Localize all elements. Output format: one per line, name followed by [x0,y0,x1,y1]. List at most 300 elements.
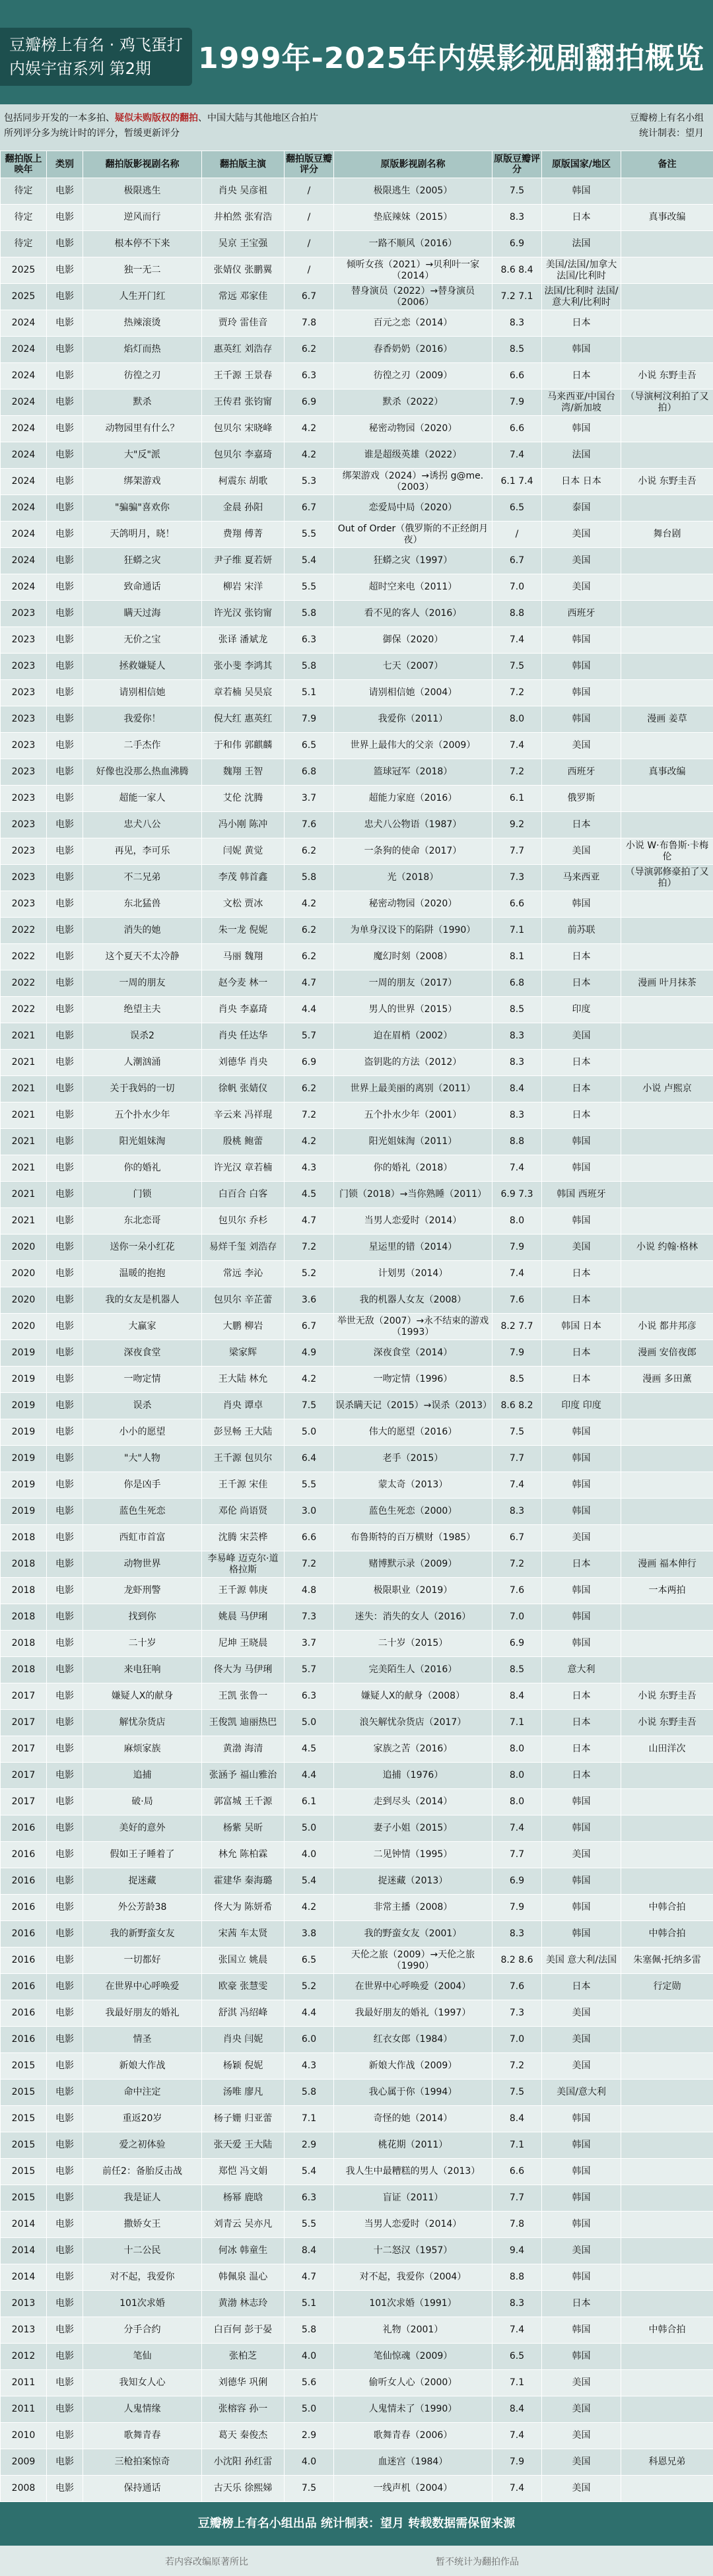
cell-country: 韩国 [542,1921,621,1948]
table-row [1,1683,713,1710]
cell-remake-score: 3.7 [285,786,334,812]
cell-original-title: 谁是超级英雄（2022） [334,442,492,469]
cell-remake-title: 101次求婚 [83,2291,202,2317]
col-remake-score: 翻拍版豆瓣评分 [285,151,334,178]
cell-original-score: 8.5 [492,337,542,363]
cell-remake-score: 7.8 [285,310,334,337]
cell-notes: 小说 东野圭吾 [621,469,713,495]
col-remake-title: 翻拍版影视剧名称 [83,151,202,178]
cell-cast: 殷桃 鲍蕾 [202,1129,285,1155]
cell-remake-score: 3.7 [285,1631,334,1657]
cell-remake-title: 一吻定情 [83,1367,202,1393]
cell-year: 2024 [1,442,47,469]
cell-original-score: 6.7 [492,1525,542,1551]
cell-remake-title: 阳光姐妹淘 [83,1129,202,1155]
cell-cast: 费翔 傅菁 [202,522,285,548]
cell-remake-title: 西虹市首富 [83,1525,202,1551]
cell-remake-title: 默杀 [83,390,202,416]
cell-country: 韩国 [542,2264,621,2291]
cell-notes [621,2053,713,2080]
cell-year: 2023 [1,891,47,918]
cell-original-score: 7.2 [492,2053,542,2080]
table-row [1,2264,713,2291]
cell-notes: 科恩兄弟 [621,2449,713,2476]
cell-year: 2018 [1,1657,47,1683]
cell-notes [621,2080,713,2106]
cell-type: 电影 [47,997,83,1023]
cell-remake-title: 这个夏天不太冷静 [83,944,202,970]
cell-remake-title: 门锁 [83,1182,202,1208]
cell-remake-score: 2.9 [285,2423,334,2449]
cell-year: 2009 [1,2449,47,2476]
cell-year: 2021 [1,1076,47,1102]
cell-country: 日本 [542,1710,621,1736]
cell-type: 电影 [47,442,83,469]
cell-type: 电影 [47,1921,83,1948]
cell-original-title: 默杀（2022） [334,390,492,416]
cell-notes [621,1763,713,1789]
cell-remake-score: 7.2 [285,1551,334,1578]
footer-banner: 豆瓣榜上有名小组出品 统计制表：望月 转载数据需保留来源 [0,2502,713,2546]
cell-original-score: 7.4 [492,1261,542,1287]
cell-notes [621,1499,713,1525]
cell-original-score: 9.2 [492,812,542,838]
cell-notes [621,680,713,706]
cell-year: 2015 [1,2185,47,2212]
cell-remake-title: 我的新野蛮女友 [83,1921,202,1948]
cell-cast: 包贝尔 宋晓峰 [202,416,285,442]
cell-country: 韩国 [542,706,621,733]
cell-original-title: 礼物（2001） [334,2317,492,2344]
cell-cast: 姚晨 马伊琍 [202,1604,285,1631]
cell-country: 韩国 西班牙 [542,1182,621,1208]
cell-cast: 白百何 彭于晏 [202,2317,285,2344]
cell-original-score: 7.1 [492,1710,542,1736]
table-row [1,2000,713,2027]
cell-original-score: 7.7 [492,1842,542,1868]
table-row [1,1578,713,1604]
cell-year: 2023 [1,865,47,891]
cell-original-title: 秘密动物园（2020） [334,891,492,918]
col-cast: 翻拍版主演 [202,151,285,178]
cell-cast: 林允 陈柏霖 [202,1842,285,1868]
cell-original-score: 6.6 [492,891,542,918]
cell-original-title: 红衣女郎（1984） [334,2027,492,2053]
cell-original-score: 6.5 [492,2344,542,2370]
table-row [1,574,713,601]
cell-original-title: 当男人恋爱时（2014） [334,2212,492,2238]
table-row [1,178,713,205]
cell-country: 韩国 [542,416,621,442]
cell-type: 电影 [47,1948,83,1974]
cell-original-score: 7.4 [492,442,542,469]
cell-original-title: 二见钟情（1995） [334,1842,492,1868]
cell-original-title: 非常主播（2008） [334,1895,492,1921]
table-row [1,2344,713,2370]
cell-cast: 何冰 韩童生 [202,2238,285,2264]
cell-original-title: 老手（2015） [334,1446,492,1472]
table-row [1,1974,713,2000]
cell-type: 电影 [47,2264,83,2291]
cell-remake-score: 4.7 [285,970,334,997]
cell-original-title: 误杀瞒天记（2015）→误杀（2013） [334,1393,492,1419]
cell-original-title: 血迷宫（1984） [334,2449,492,2476]
cell-remake-title: 解忧杂货店 [83,1710,202,1736]
cell-notes [621,1815,713,1842]
cell-original-title: 篮球冠军（2018） [334,759,492,786]
cell-notes [621,918,713,944]
cell-original-title: 完美陌生人（2016） [334,1657,492,1683]
cell-notes [621,601,713,627]
cell-original-score: 7.7 [492,1446,542,1472]
table-row [1,2370,713,2396]
cell-type: 电影 [47,733,83,759]
cell-year: 2019 [1,1367,47,1393]
cell-remake-title: 误杀2 [83,1023,202,1050]
scope-note [4,111,506,141]
cell-original-title: 光（2018） [334,865,492,891]
cell-year: 2019 [1,1499,47,1525]
cell-original-title: 你的婚礼（2018） [334,1155,492,1182]
cell-remake-title: 十二公民 [83,2238,202,2264]
cell-remake-title: "大"人物 [83,1446,202,1472]
cell-year: 2016 [1,1868,47,1895]
cell-original-score: 8.0 [492,1763,542,1789]
cell-cast: 佟大为 陈妍希 [202,1895,285,1921]
cell-cast: 张涵予 福山雅治 [202,1763,285,1789]
cell-country: 韩国 [542,178,621,205]
cell-remake-score: 5.4 [285,2159,334,2185]
cell-type: 电影 [47,865,83,891]
cell-remake-title: 大赢家 [83,1314,202,1340]
cell-original-score: 8.5 [492,997,542,1023]
cell-remake-score: 6.3 [285,627,334,654]
cell-country: 美国 [542,2000,621,2027]
cell-remake-score: 7.5 [285,2476,334,2502]
cell-original-score: 7.0 [492,1604,542,1631]
bottom-right-text: 暂不统计为翻拍作品 [436,2557,519,2567]
cell-country: 印度 印度 [542,1393,621,1419]
cell-year: 2024 [1,363,47,390]
cell-remake-score: 2.9 [285,2132,334,2159]
cell-type: 电影 [47,1683,83,1710]
cell-country: 韩国 [542,2344,621,2370]
cell-type: 电影 [47,1842,83,1868]
cell-original-title: 捉迷藏（2013） [334,1868,492,1895]
cell-type: 电影 [47,1261,83,1287]
cell-notes [621,284,713,310]
cell-notes [621,416,713,442]
stat-line-1: 豆瓣榜上有名小组 [630,113,704,123]
cell-original-title: 一周的朋友（2017） [334,970,492,997]
cell-original-score: 7.3 [492,2000,542,2027]
cell-type: 电影 [47,1631,83,1657]
col-year: 翻拍版上映年 [1,151,47,178]
bottom-left-text: 若内容改编原著所比 [165,2557,248,2567]
cell-original-title: 春香奶奶（2016） [334,337,492,363]
cell-type: 电影 [47,759,83,786]
cell-type: 电影 [47,1446,83,1472]
cell-original-score: 7.4 [492,1815,542,1842]
table-row [1,1921,713,1948]
cell-cast: 汤唯 廖凡 [202,2080,285,2106]
cell-original-title: 极限逃生（2005） [334,178,492,205]
cell-cast: 王俊凯 迪丽热巴 [202,1710,285,1736]
cell-remake-score: 4.7 [285,2264,334,2291]
cell-remake-title: 好像也没那么热血沸腾 [83,759,202,786]
cell-remake-score: 6.3 [285,363,334,390]
cell-country: 法国 [542,231,621,257]
cell-year: 2014 [1,2238,47,2264]
cell-remake-score: 4.4 [285,2000,334,2027]
cell-type: 电影 [47,495,83,522]
cell-original-score: 7.9 [492,1235,542,1261]
cell-notes [621,548,713,574]
cell-type: 电影 [47,1815,83,1842]
cell-year: 2021 [1,1023,47,1050]
cell-notes [621,574,713,601]
cell-remake-title: 捉迷藏 [83,1868,202,1895]
cell-year: 2010 [1,2423,47,2449]
cell-type: 电影 [47,1155,83,1182]
table-row [1,865,713,891]
cell-notes: 小说 卢熙京 [621,1076,713,1102]
cell-remake-score: 5.0 [285,2396,334,2423]
cell-original-title: 一线声机（2004） [334,2476,492,2502]
cell-original-title: 垫底辣妹（2015） [334,205,492,231]
cell-remake-title: 二十岁 [83,1631,202,1657]
cell-original-score: 6.9 [492,1868,542,1895]
cell-remake-score: 6.2 [285,337,334,363]
cell-remake-score: 7.3 [285,1604,334,1631]
cell-remake-title: 命中注定 [83,2080,202,2106]
cell-type: 电影 [47,2106,83,2132]
cell-original-title: 一吻定情（1996） [334,1367,492,1393]
cell-type: 电影 [47,2344,83,2370]
cell-remake-title: 重返20岁 [83,2106,202,2132]
cell-original-title: 当男人恋爱时（2014） [334,1208,492,1235]
table-row [1,310,713,337]
cell-original-score: 7.6 [492,1578,542,1604]
cell-remake-title: 笔仙 [83,2344,202,2370]
cell-original-title: 绑架游戏（2024）→诱拐 g@me.（2003） [334,469,492,495]
cell-remake-title: 在世界中心呼唤爱 [83,1974,202,2000]
cell-remake-title: 来电狂响 [83,1657,202,1683]
cell-original-title: 男人的世界（2015） [334,997,492,1023]
cell-remake-title: 你的婚礼 [83,1155,202,1182]
cell-cast: 尹子维 夏若妍 [202,548,285,574]
cell-type: 电影 [47,1763,83,1789]
cell-original-title: 忠犬八公物语（1987） [334,812,492,838]
cell-original-score: 8.3 [492,1023,542,1050]
note-highlight: 疑似未购版权的翻拍 [115,113,198,123]
cell-year: 2015 [1,2159,47,2185]
table-row [1,812,713,838]
cell-year: 2018 [1,1578,47,1604]
cell-remake-title: 请别相信她 [83,680,202,706]
cell-country: 日本 [542,2291,621,2317]
col-country: 原版国家/地区 [542,151,621,178]
table-row [1,1314,713,1340]
cell-notes [621,1631,713,1657]
cell-remake-title: 破·局 [83,1789,202,1815]
cell-type: 电影 [47,1340,83,1367]
cell-remake-score: 8.4 [285,2238,334,2264]
cell-notes: 漫画 多田薰 [621,1367,713,1393]
cell-year: 2024 [1,337,47,363]
cell-remake-score: 6.7 [285,284,334,310]
cell-notes [621,654,713,680]
cell-remake-title: 狂蟒之灾 [83,548,202,574]
cell-year: 2023 [1,759,47,786]
cell-country: 韩国 [542,2185,621,2212]
cell-type: 电影 [47,2423,83,2449]
cell-original-score: 7.0 [492,2027,542,2053]
cell-year: 2016 [1,2000,47,2027]
cell-remake-title: 瞒天过海 [83,601,202,627]
cell-country: 韩国 [542,1815,621,1842]
cell-remake-score: 7.2 [285,1102,334,1129]
cell-original-title: 看不见的客人（2016） [334,601,492,627]
cell-cast: 刘青云 吴亦凡 [202,2212,285,2238]
cell-cast: 刘德华 巩俐 [202,2370,285,2396]
cell-year: 2015 [1,2053,47,2080]
cell-year: 2017 [1,1683,47,1710]
cell-country: 日本 [542,944,621,970]
cell-country: 美国 [542,733,621,759]
cell-original-title: 计划男（2014） [334,1261,492,1287]
cell-year: 2018 [1,1525,47,1551]
cell-cast: 韩佩泉 温心 [202,2264,285,2291]
table-row [1,1287,713,1314]
cell-remake-title: 东北猛兽 [83,891,202,918]
cell-original-title: 歌舞青春（2006） [334,2423,492,2449]
cell-remake-title: 人鬼情缘 [83,2396,202,2423]
cell-original-score: 7.5 [492,1419,542,1446]
cell-remake-title: 一切都好 [83,1948,202,1974]
cell-cast: 杨紫 吴昕 [202,1815,285,1842]
cell-country: 美国/法国/加拿大 法国/比利时 [542,257,621,284]
cell-type: 电影 [47,363,83,390]
cell-original-title: 超能力家庭（2016） [334,786,492,812]
cell-notes: 一本两拍 [621,1578,713,1604]
cell-notes [621,178,713,205]
cell-original-score: 7.9 [492,1340,542,1367]
cell-year: 待定 [1,178,47,205]
cell-type: 电影 [47,1974,83,2000]
cell-original-score: 8.3 [492,1499,542,1525]
cell-type: 电影 [47,1472,83,1499]
cell-year: 2021 [1,1155,47,1182]
cell-remake-title: 爱之初体验 [83,2132,202,2159]
cell-remake-score: 5.0 [285,1419,334,1446]
cell-cast: 王大陆 林允 [202,1367,285,1393]
cell-original-score: 6.9 7.3 [492,1182,542,1208]
cell-notes [621,1393,713,1419]
cell-notes [621,310,713,337]
cell-year: 2015 [1,2132,47,2159]
cell-year: 2019 [1,1419,47,1446]
cell-remake-score: 5.6 [285,2370,334,2396]
cell-type: 电影 [47,2449,83,2476]
cell-year: 2023 [1,812,47,838]
cell-year: 2022 [1,944,47,970]
cell-remake-title: 再见，李可乐 [83,838,202,865]
cell-cast: 包贝尔 辛芷蕾 [202,1287,285,1314]
cell-year: 2024 [1,495,47,522]
cell-notes: 小说 东野圭吾 [621,363,713,390]
cell-year: 2016 [1,1895,47,1921]
cell-original-score: 7.1 [492,2370,542,2396]
cell-original-score: 7.6 [492,1287,542,1314]
cell-original-title: 十二怒汉（1957） [334,2238,492,2264]
cell-remake-title: 美好的意外 [83,1815,202,1842]
cell-original-title: 101次求婚（1991） [334,2291,492,2317]
cell-cast: 张译 潘斌龙 [202,627,285,654]
cell-cast: 尼坤 王晓晨 [202,1631,285,1657]
cell-type: 电影 [47,522,83,548]
cell-original-title: 阳光姐妹淘（2011） [334,1129,492,1155]
cell-original-title: 秘密动物园（2020） [334,416,492,442]
cell-year: 2023 [1,680,47,706]
cell-remake-score: 6.0 [285,2027,334,2053]
cell-country: 韩国 [542,1208,621,1235]
table-row [1,1367,713,1393]
cell-country: 美国 意大利/法国 [542,1948,621,1974]
table-row [1,838,713,865]
cell-country: 韩国 [542,2132,621,2159]
cell-original-score: 7.1 [492,918,542,944]
cell-country: 日本 [542,1974,621,2000]
cell-notes: 小说 东野圭吾 [621,1683,713,1710]
cell-remake-title: 无价之宝 [83,627,202,654]
cell-type: 电影 [47,574,83,601]
cell-country: 韩国 [542,1472,621,1499]
table-row [1,2159,713,2185]
cell-original-title: 七天（2007） [334,654,492,680]
cell-remake-title: 消失的她 [83,918,202,944]
cell-type: 电影 [47,2370,83,2396]
cell-notes: 漫画 叶月抹茶 [621,970,713,997]
cell-cast: 朱一龙 倪妮 [202,918,285,944]
cell-type: 电影 [47,310,83,337]
cell-remake-score: 5.4 [285,548,334,574]
cell-year: 2025 [1,284,47,310]
cell-cast: 辛云来 冯祥琨 [202,1102,285,1129]
cell-original-title: 嫌疑人X的献身（2008） [334,1683,492,1710]
cell-notes [621,1155,713,1182]
cell-original-score: 8.8 [492,1129,542,1155]
subheader [0,104,713,151]
cell-country: 美国 [542,574,621,601]
table-row [1,1023,713,1050]
cell-notes [621,1868,713,1895]
cell-remake-title: 追捕 [83,1763,202,1789]
table-row [1,257,713,284]
cell-remake-score: 7.9 [285,706,334,733]
cell-remake-score: 6.9 [285,390,334,416]
cell-remake-title: 独一无二 [83,257,202,284]
cell-remake-title: 绑架游戏 [83,469,202,495]
cell-original-score: 7.5 [492,178,542,205]
cell-original-title: 替身演员（2022）→替身演员（2006） [334,284,492,310]
cell-type: 电影 [47,2317,83,2344]
cell-cast: 肖央 任达华 [202,1023,285,1050]
cell-remake-score: 6.9 [285,1050,334,1076]
cell-cast: 张婧仪 张鹏翼 [202,257,285,284]
cell-remake-title: 不二兄弟 [83,865,202,891]
cell-original-score: 7.9 [492,2449,542,2476]
